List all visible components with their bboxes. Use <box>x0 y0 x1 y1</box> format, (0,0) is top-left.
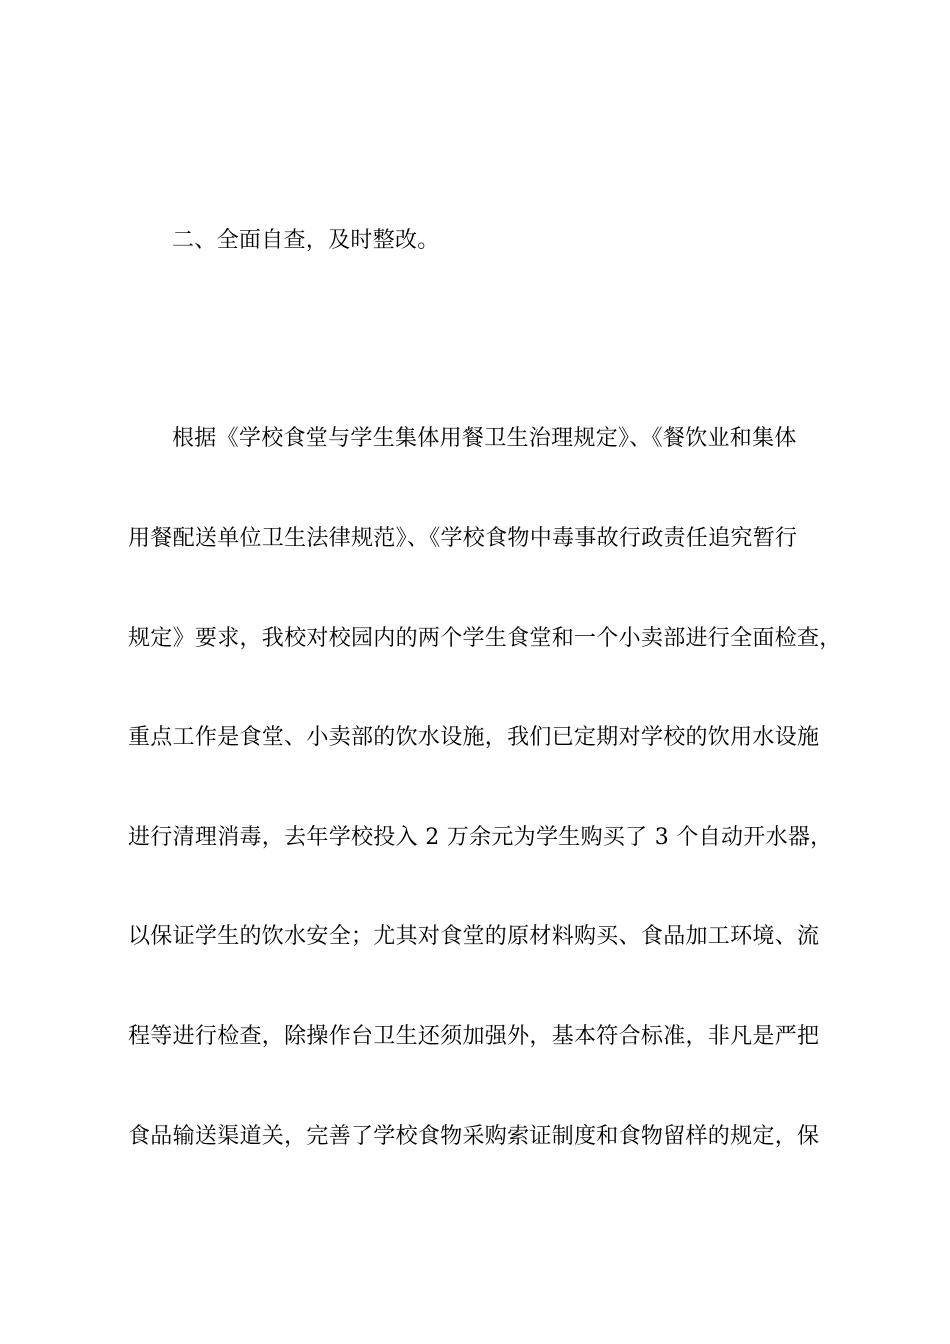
paragraph-line: 重点工作是食堂、小卖部的饮水设施，我们已定期对学校的饮用水设施 <box>128 725 820 750</box>
paragraph-line: 规定》要求，我校对校园内的两个学生食堂和一个小卖部进行全面检查， <box>128 626 842 651</box>
paragraph-line: 以保证学生的饮水安全；尤其对食堂的原材料购买、食品加工环境、流 <box>128 924 820 949</box>
paragraph-line: 进行清理消毒，去年学校投入 2 万余元为学生购买了 3 个自动开水器， <box>128 825 833 850</box>
paragraph-line: 食品输送渠道关，完善了学校食物采购索证制度和食物留样的规定，保 <box>128 1124 820 1149</box>
paragraph-line: 程等进行检查，除操作台卫生还须加强外，基本符合标准，非凡是严把 <box>128 1024 820 1049</box>
section-heading: 二、全面自查，及时整改。 <box>172 228 440 253</box>
paragraph-line: 用餐配送单位卫生法律规范》、《学校食物中毒事故行政责任追究暂行 <box>128 526 798 551</box>
paragraph-line: 根据《学校食堂与学生集体用餐卫生治理规定》、《餐饮业和集体 <box>172 426 797 451</box>
